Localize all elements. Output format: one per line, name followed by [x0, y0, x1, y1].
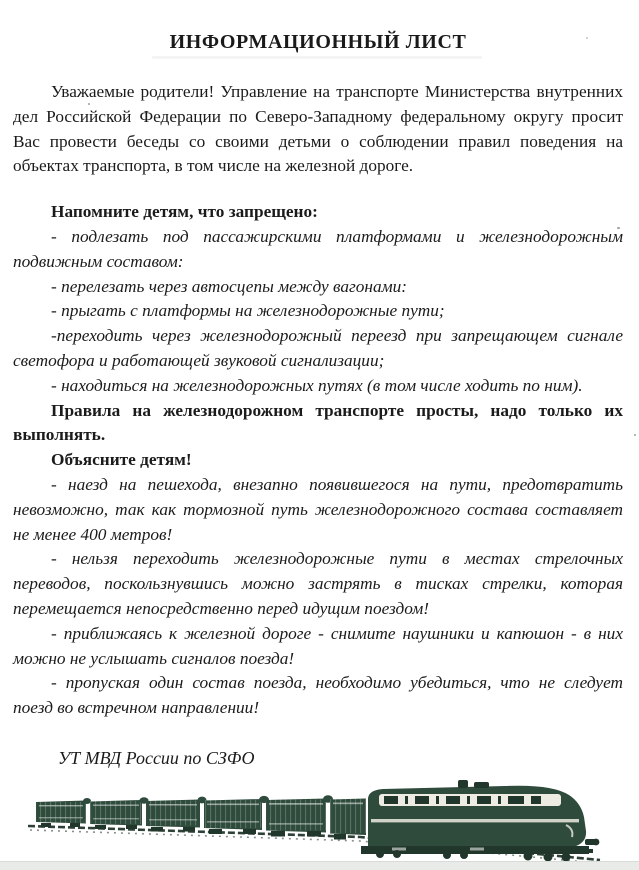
- prohibited-item: - находиться на железнодорожных путях (в том числе ходить по ним).: [51, 375, 583, 395]
- locomotive: [361, 780, 599, 862]
- intro-paragraph: Уважаемые родители! Управление на транспорте Министерства внутренних дел Российской Федерации по Северо-Западному федеральному округу просит Вас провести беседы со своими детьми о соблюдении правил поведения на объектах транспорта, в том числе на железной дороге.: [13, 82, 623, 176]
- prohibited-item: - перелезать через автосцепы между вагонами:: [51, 276, 408, 296]
- document-title: ИНФОРМАЦИОННЫЙ ЛИСТ: [169, 31, 467, 53]
- prohibited-heading: Напомните детям, что запрещено:: [51, 202, 318, 222]
- explain-item: - приближаясь к железной дороге - снимите наушники и капюшон - в них можно не услышать сигналов поезда!: [13, 623, 623, 668]
- explain-item: - пропуская один состав поезда, необходимо убедиться, что не следует поезд во встречном направлении!: [13, 673, 623, 718]
- scan-speck: [634, 434, 636, 436]
- prohibited-item: -переходить через железнодорожный переезд при запрещающем сигнале светофора и работающей звуковой сигнализации;: [13, 326, 623, 370]
- scan-smudge: [152, 56, 482, 59]
- prohibited-item: - прыгать с платформы на железнодорожные пути;: [51, 301, 445, 321]
- signature: УТ МВД России по СЗФО: [58, 747, 255, 768]
- train-image: [0, 773, 639, 870]
- prohibited-item: - подлезать под пассажирскими платформами и железнодорожным подвижным составом:: [13, 226, 623, 271]
- scan-speck: [589, 509, 593, 511]
- page-edge-strip: [0, 861, 639, 870]
- document-body: [13, 80, 623, 771]
- explain-heading: Объясните детям!: [51, 450, 192, 470]
- train-illustration-svg: [0, 773, 639, 870]
- explain-item: - наезд на пешехода, внезапно появившегося на пути, предотвратить невозможно, так как тормозной путь железнодорожного состава составляет не менее 400 метров!: [13, 474, 623, 544]
- rules-note: Правила на железнодорожном транспорте просты, надо только их выполнять.: [13, 400, 623, 445]
- scan-speck: [617, 227, 620, 229]
- explain-item: - нельзя переходить железнодорожные пути в местах стрелочных переводов, поскользнувшись можно застрять в тисках стрелки, которая перемещается непосредственно перед идущим поездом!: [13, 549, 623, 618]
- scan-speck: [586, 37, 588, 39]
- scan-speck: [88, 103, 90, 105]
